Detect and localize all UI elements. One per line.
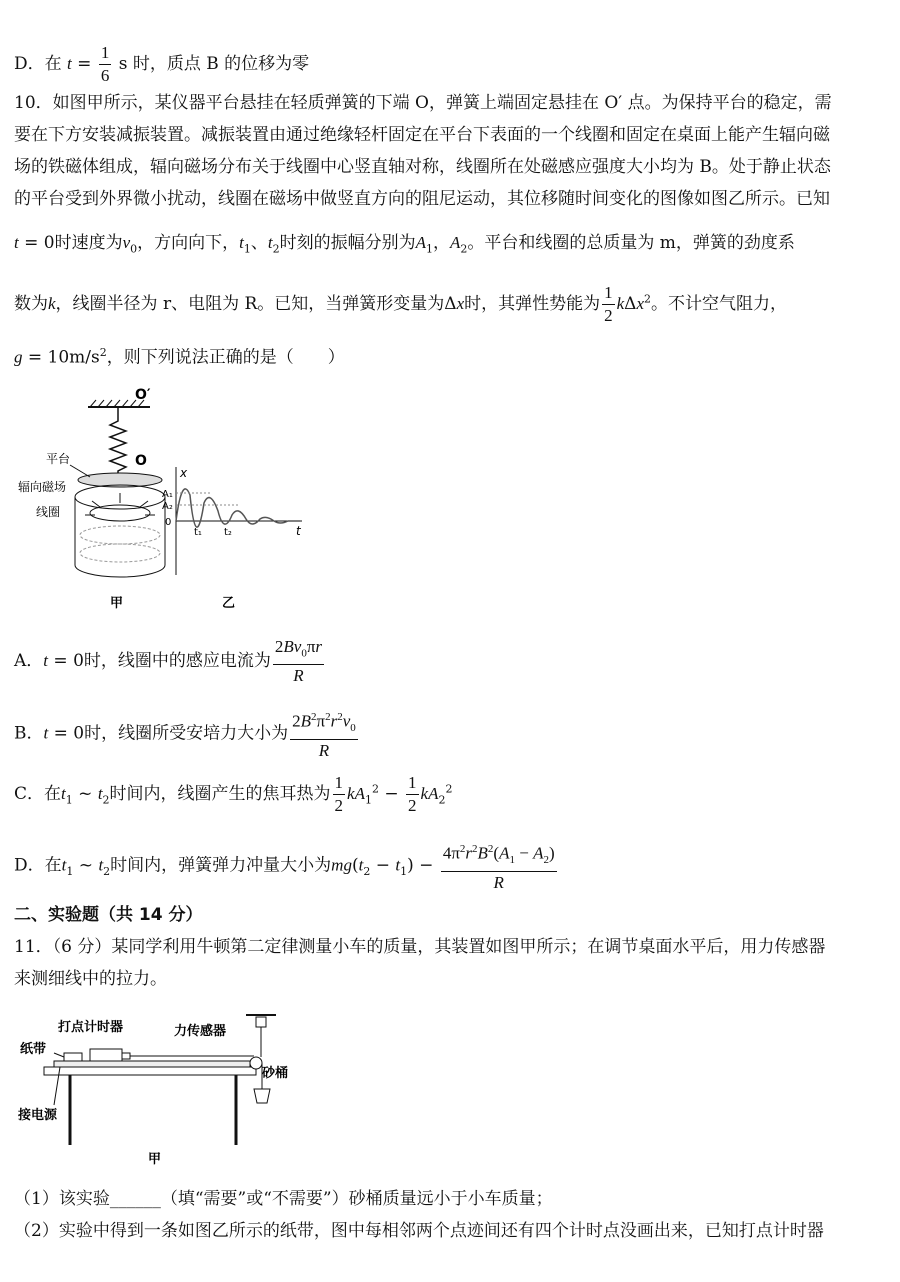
q11-line1: 11．（6 分）某同学利用牛顿第二定律测量小车的质量，其装置如图甲所示；在调节桌面水平后，用力传感器: [14, 937, 826, 957]
svg-text:力传感器: 力传感器: [174, 1024, 227, 1039]
q10-line4: 的平台受到外界微小扰动，线圈在磁场中做竖直方向的阻尼运动，其位移随时间变化的图像如图乙所示。已知: [14, 189, 830, 209]
svg-text:x: x: [180, 466, 188, 480]
svg-text:A₁: A₁: [162, 489, 173, 500]
q10-option-a: A．t = 0时，线圈中的感应电流为 $\frac{2Bv_0\pi r}{R}$: [14, 637, 323, 686]
svg-text:O: O: [135, 453, 147, 469]
svg-text:t₂: t₂: [224, 527, 232, 538]
q10-option-b: B．t = 0时，线圈所受安培力大小为 $\frac{2B^2\pi^2r^2v_0}{R}$: [14, 706, 886, 762]
svg-text:平台: 平台: [46, 452, 71, 466]
q11-sub1: （1）该实验______（填“需要”或“不需要”）砂桶质量远小于小车质量；: [14, 1189, 553, 1209]
svg-text:A₂: A₂: [162, 501, 173, 512]
svg-text:砂桶: 砂桶: [262, 1066, 289, 1081]
svg-text:O′: O′: [135, 387, 151, 403]
q11-sub2: （2）实验中得到一条如图乙所示的纸带，图中每相邻两个点迹间还有四个计时点没画出来，已知打点计时器: [14, 1221, 824, 1241]
svg-text:0: 0: [165, 517, 172, 528]
svg-text:t₁: t₁: [194, 527, 202, 538]
svg-text:甲: 甲: [148, 1152, 162, 1167]
q10-option-d: D．在$t_1$ ~ $t_2$时间内，弹簧弹力冲量大小为$mg(t_2 - t_1)$ − $\frac{4\pi^2r^2B^2(A_1 - A_2)}{R}$: [14, 838, 886, 894]
svg-text:纸带: 纸带: [20, 1042, 47, 1057]
q10-line6: 数为k，线圈半径为 r、电阻为 R。已知，当弹簧形变量为Δx时，其弹性势能为 $\frac{1}{2}$ kΔx$^2$。不计空气阻力，: [14, 283, 787, 325]
svg-text:接电源: 接电源: [18, 1108, 58, 1123]
q11-line2: 来测细线中的拉力。: [14, 969, 167, 989]
svg-text:乙: 乙: [222, 596, 236, 611]
q11-figure: [14, 1005, 314, 1170]
svg-text:辐向磁场: 辐向磁场: [18, 480, 67, 494]
fraction: $\frac{1}{6}$: [100, 43, 110, 85]
q10-option-c: C．在$t_1$ ~ $t_2$时间内，线圈产生的焦耳热为 $\frac{1}{2}$ $kA_1^2$ − $\frac{1}{2}$ $kA_2^2$: [14, 773, 453, 815]
section-heading: 二、实验题（共 14 分）: [14, 905, 203, 925]
q9-option-d: D．在 t = $\frac{1}{6}$ s 时，质点 B 的位移为零: [14, 43, 310, 85]
svg-text:t: t: [296, 524, 301, 538]
q10-line2: 要在下方安装减振装置。减振装置由通过绝缘轻杆固定在平台下表面的一个线圈和固定在桌面上能产生辐向磁: [14, 125, 830, 145]
svg-text:打点计时器: 打点计时器: [58, 1020, 124, 1035]
q10-line3: 场的铁磁体组成，辐向磁场分布关于线圈中心竖直轴对称，线圈所在处磁感应强度大小均为 B。处于静止状态: [14, 157, 831, 177]
svg-text:甲: 甲: [110, 596, 124, 611]
q10-line5: t = 0时速度为$v_0$，方向向下，$t_1$、$t_2$时刻的振幅分别为$A_1$，$A_2$。平台和线圈的总质量为 m，弹簧的劲度系: [14, 233, 795, 256]
q10-line7: $g = 10m/s^2$，则下列说法正确的是（ ）: [14, 346, 345, 368]
q10-figure: [10, 385, 320, 615]
q10-line1: 10．如图甲所示，某仪器平台悬挂在轻质弹簧的下端 O，弹簧上端固定悬挂在 O′ 点。为保持平台的稳定，需: [14, 93, 832, 113]
svg-text:线圈: 线圈: [36, 505, 61, 519]
